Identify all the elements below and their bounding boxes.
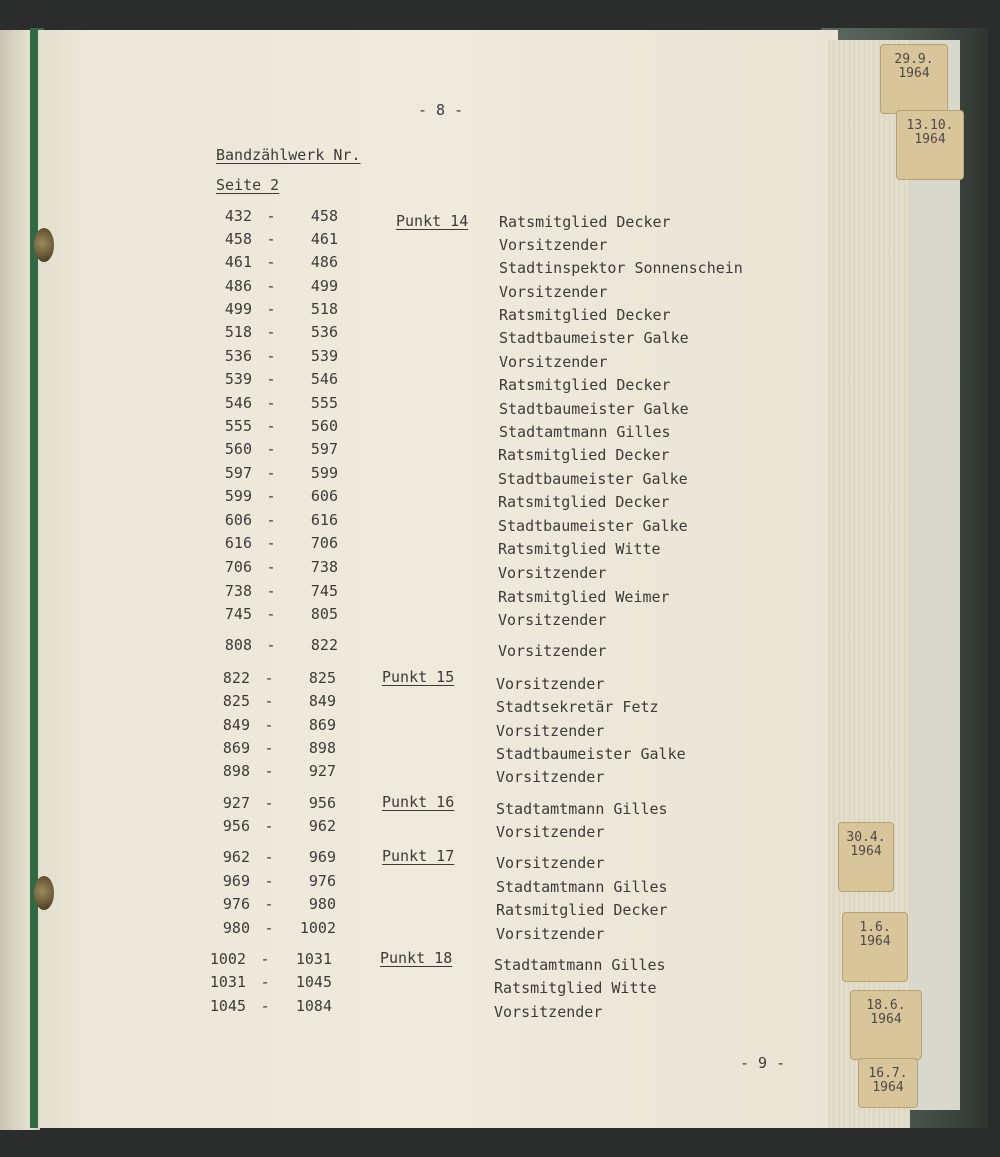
counter-end: 980 xyxy=(308,895,336,913)
range-dash: - xyxy=(264,872,274,890)
counter-start: 849 xyxy=(222,716,250,734)
counter-end: 927 xyxy=(308,762,336,780)
date-tab-6[interactable] xyxy=(858,1058,918,1108)
counter-start: 560 xyxy=(224,440,252,458)
date-tab-1-year: 1964 xyxy=(898,66,930,81)
date-tab-3-year: 1964 xyxy=(850,844,882,859)
date-tab-2-day: 13.10. xyxy=(906,118,954,133)
speaker-name: Stadtbaumeister Galke xyxy=(498,517,688,535)
speaker-name: Stadtamtmann Gilles xyxy=(496,878,668,896)
date-tab-2[interactable] xyxy=(896,110,964,180)
counter-end: 499 xyxy=(310,277,338,295)
range-dash: - xyxy=(266,370,276,388)
counter-end: 1002 xyxy=(299,919,336,937)
speaker-name: Stadtinspektor Sonnenschein xyxy=(499,259,743,277)
agenda-item-label: Punkt 14 xyxy=(396,212,469,230)
range-dash: - xyxy=(266,558,276,576)
speaker-name: Ratsmitglied Witte xyxy=(494,979,657,997)
speaker-name: Vorsitzender xyxy=(498,642,607,660)
speaker-name: Ratsmitglied Decker xyxy=(499,376,671,394)
date-tab-5[interactable] xyxy=(850,990,922,1060)
counter-end: 738 xyxy=(310,558,338,576)
counter-start: 808 xyxy=(224,636,252,654)
range-dash: - xyxy=(266,323,276,341)
page-number-bottom: - 9 - xyxy=(740,1054,786,1072)
date-tab-6-year: 1964 xyxy=(872,1080,904,1095)
counter-end: 616 xyxy=(310,511,338,529)
counter-start: 980 xyxy=(222,919,250,937)
range-dash: - xyxy=(266,277,276,295)
range-dash: - xyxy=(266,253,276,271)
counter-start: 597 xyxy=(224,464,252,482)
counter-start: 822 xyxy=(222,669,250,687)
counter-start: 539 xyxy=(224,370,252,388)
counter-start: 599 xyxy=(224,487,252,505)
counter-end: 976 xyxy=(308,872,336,890)
date-tab-1[interactable] xyxy=(880,44,948,114)
speaker-name: Vorsitzender xyxy=(499,353,608,371)
speaker-name: Vorsitzender xyxy=(494,1003,603,1021)
date-tab-5-day: 18.6. xyxy=(866,998,906,1013)
counter-end: 822 xyxy=(310,636,338,654)
counter-end: 536 xyxy=(310,323,338,341)
counter-end: 962 xyxy=(308,817,336,835)
counter-start: 458 xyxy=(224,230,252,248)
counter-start: 1002 xyxy=(209,950,246,968)
page-subtitle: Seite 2 xyxy=(216,176,280,194)
speaker-name: Vorsitzender xyxy=(498,564,607,582)
range-dash: - xyxy=(260,997,270,1015)
range-dash: - xyxy=(266,636,276,654)
speaker-name: Stadtbaumeister Galke xyxy=(499,400,689,418)
range-dash: - xyxy=(266,300,276,318)
counter-start: 956 xyxy=(222,817,250,835)
counter-start: 898 xyxy=(222,762,250,780)
speaker-name: Vorsitzender xyxy=(496,722,605,740)
counter-end: 1031 xyxy=(295,950,332,968)
range-dash: - xyxy=(266,511,276,529)
counter-start: 738 xyxy=(224,582,252,600)
counter-start: 616 xyxy=(224,534,252,552)
counter-start: 825 xyxy=(222,692,250,710)
counter-end: 898 xyxy=(308,739,336,757)
range-dash: - xyxy=(266,207,276,225)
counter-end: 956 xyxy=(308,794,336,812)
counter-start: 432 xyxy=(224,207,252,225)
counter-start: 1031 xyxy=(209,973,246,991)
counter-end: 1084 xyxy=(295,997,332,1015)
range-dash: - xyxy=(266,230,276,248)
date-tab-6-day: 16.7. xyxy=(868,1066,908,1081)
speaker-name: Stadtamtmann Gilles xyxy=(496,800,668,818)
counter-start: 546 xyxy=(224,394,252,412)
counter-start: 869 xyxy=(222,739,250,757)
counter-start: 976 xyxy=(222,895,250,913)
date-tab-4-year: 1964 xyxy=(859,934,891,949)
range-dash: - xyxy=(260,973,270,991)
counter-end: 969 xyxy=(308,848,336,866)
range-dash: - xyxy=(264,692,274,710)
counter-end: 458 xyxy=(310,207,338,225)
range-dash: - xyxy=(264,848,274,866)
range-dash: - xyxy=(264,794,274,812)
counter-end: 805 xyxy=(310,605,338,623)
speaker-name: Vorsitzender xyxy=(496,675,605,693)
speaker-name: Ratsmitglied Decker xyxy=(498,493,670,511)
counter-end: 849 xyxy=(308,692,336,710)
counter-end: 706 xyxy=(310,534,338,552)
range-dash: - xyxy=(266,582,276,600)
counter-start: 461 xyxy=(224,253,252,271)
range-dash: - xyxy=(266,605,276,623)
counter-end: 599 xyxy=(310,464,338,482)
counter-end: 461 xyxy=(310,230,338,248)
date-tab-4[interactable] xyxy=(842,912,908,982)
counter-end: 555 xyxy=(310,394,338,412)
speaker-name: Vorsitzender xyxy=(498,611,607,629)
counter-start: 927 xyxy=(222,794,250,812)
counter-start: 518 xyxy=(224,323,252,341)
counter-start: 536 xyxy=(224,347,252,365)
page-title: Bandzählwerk Nr. xyxy=(216,146,361,164)
speaker-name: Ratsmitglied Decker xyxy=(496,901,668,919)
agenda-item-label: Punkt 16 xyxy=(382,793,455,811)
counter-start: 745 xyxy=(224,605,252,623)
counter-start: 962 xyxy=(222,848,250,866)
date-tab-1-day: 29.9. xyxy=(894,52,934,67)
range-dash: - xyxy=(264,762,274,780)
speaker-name: Ratsmitglied Witte xyxy=(498,540,661,558)
speaker-name: Vorsitzender xyxy=(496,925,605,943)
punch-hole-bottom xyxy=(34,876,54,910)
range-dash: - xyxy=(264,919,274,937)
counter-start: 606 xyxy=(224,511,252,529)
counter-end: 1045 xyxy=(295,973,332,991)
counter-end: 518 xyxy=(310,300,338,318)
range-dash: - xyxy=(264,817,274,835)
speaker-name: Stadtbaumeister Galke xyxy=(499,329,689,347)
counter-start: 969 xyxy=(222,872,250,890)
range-dash: - xyxy=(264,669,274,687)
counter-end: 539 xyxy=(310,347,338,365)
speaker-name: Stadtsekretär Fetz xyxy=(496,698,659,716)
range-dash: - xyxy=(260,950,270,968)
counter-end: 597 xyxy=(310,440,338,458)
agenda-item-label: Punkt 15 xyxy=(382,668,455,686)
speaker-name: Stadtamtmann Gilles xyxy=(494,956,666,974)
counter-end: 825 xyxy=(308,669,336,687)
counter-end: 486 xyxy=(310,253,338,271)
counter-start: 555 xyxy=(224,417,252,435)
speaker-name: Stadtbaumeister Galke xyxy=(496,745,686,763)
range-dash: - xyxy=(266,464,276,482)
date-tab-4-day: 1.6. xyxy=(859,920,891,935)
range-dash: - xyxy=(264,739,274,757)
agenda-item-label: Punkt 18 xyxy=(380,949,453,967)
speaker-name: Stadtamtmann Gilles xyxy=(499,423,671,441)
counter-end: 745 xyxy=(310,582,338,600)
agenda-item-label: Punkt 17 xyxy=(382,847,455,865)
speaker-name: Vorsitzender xyxy=(496,768,605,786)
date-tab-3-day: 30.4. xyxy=(846,830,886,845)
counter-end: 560 xyxy=(310,417,338,435)
range-dash: - xyxy=(266,534,276,552)
speaker-name: Ratsmitglied Weimer xyxy=(498,588,670,606)
page-number-top: - 8 - xyxy=(418,101,464,119)
speaker-name: Stadtbaumeister Galke xyxy=(498,470,688,488)
counter-start: 499 xyxy=(224,300,252,318)
speaker-name: Ratsmitglied Decker xyxy=(499,213,671,231)
counter-end: 546 xyxy=(310,370,338,388)
range-dash: - xyxy=(264,716,274,734)
speaker-name: Ratsmitglied Decker xyxy=(499,306,671,324)
counter-start: 1045 xyxy=(209,997,246,1015)
counter-start: 706 xyxy=(224,558,252,576)
speaker-name: Vorsitzender xyxy=(499,236,608,254)
punch-hole-top xyxy=(34,228,54,262)
speaker-name: Vorsitzender xyxy=(496,854,605,872)
range-dash: - xyxy=(266,394,276,412)
range-dash: - xyxy=(264,895,274,913)
counter-end: 606 xyxy=(310,487,338,505)
counter-end: 869 xyxy=(308,716,336,734)
date-tab-3[interactable] xyxy=(838,822,894,892)
range-dash: - xyxy=(266,417,276,435)
speaker-name: Ratsmitglied Decker xyxy=(498,446,670,464)
date-tab-5-year: 1964 xyxy=(870,1012,902,1027)
date-tab-2-year: 1964 xyxy=(914,132,946,147)
range-dash: - xyxy=(266,347,276,365)
speaker-name: Vorsitzender xyxy=(496,823,605,841)
range-dash: - xyxy=(266,440,276,458)
counter-start: 486 xyxy=(224,277,252,295)
range-dash: - xyxy=(266,487,276,505)
speaker-name: Vorsitzender xyxy=(499,283,608,301)
